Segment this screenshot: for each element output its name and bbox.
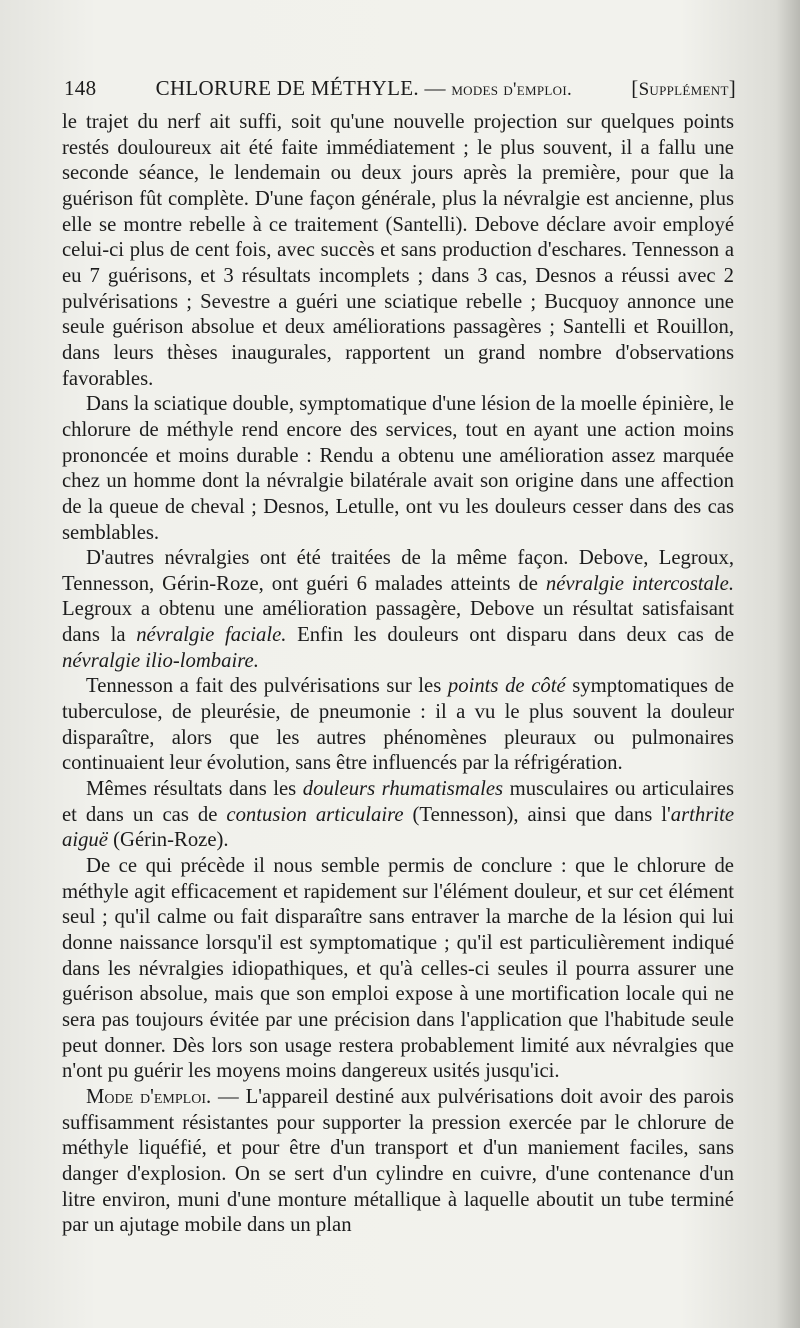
bracket-close: ] xyxy=(728,76,736,100)
paragraph-7 xyxy=(62,1085,734,1239)
text-run: musculaires ou articulaires et dans un cas de xyxy=(62,778,735,826)
running-header xyxy=(64,76,736,106)
text-run: L'appareil destiné aux pulvérisations doit avoir des parois suffisamment résistantes pour supporter la pression exercée par le chlorure de méthyle liquéfié, et pour être d'un transport et d'un maniement faciles, sans danger d'explosion. On se sert d'un cylindre en cuivre, d'une contenance d'un litre environ, muni d'une monture métallique à laquelle aboutit un tube terminé par un ajutage mobile dans un plan xyxy=(62,1085,734,1237)
header-dash: — xyxy=(424,76,446,100)
body-text xyxy=(62,110,734,1239)
emphasis-contusion-articulaire: contusion articulaire xyxy=(226,803,404,826)
paragraph-2: Dans la sciatique double, symptomatique d'une lésion de la moelle épinière, le chlorure de méthyle rend encore des services, tout en ayant une action moins prononcée et moins durable : Rendu a obtenu une amélioration assez marquée chez un homme dont la névralgie bilatérale avait son origine dans une affection de la queue de cheval ; Desnos, Letulle, ont vu les douleurs cesser dans des cas semblables. xyxy=(62,393,734,544)
chapter-title: CHLORURE DE MÉTHYLE. xyxy=(155,76,419,100)
running-title xyxy=(156,76,572,101)
text-run: (Gérin-Roze). xyxy=(107,829,229,852)
heading-dash: — xyxy=(211,1085,246,1108)
emphasis-douleurs-rhumatismales: douleurs rhumatismales xyxy=(302,778,504,801)
text-run: Mêmes résultats dans les xyxy=(86,778,303,801)
emphasis-points-de-cote: points de côté xyxy=(447,675,566,698)
paragraph-4 xyxy=(62,674,734,777)
text-run: symptomatiques de tuberculose, de pleurésie, de pneumonie : il a vu le plus souvent la douleur disparaître, alors que les autres phénomènes pleuraux ou pulmonaires continuaient leur évolution, sans être influencés par la réfrigération. xyxy=(62,675,735,775)
text-run: Legroux a obtenu une amélioration passagère, Debove un résultat satisfaisant dans la xyxy=(62,598,734,647)
bracket-open: [ xyxy=(631,76,639,100)
paragraph-3 xyxy=(62,546,734,674)
emphasis-nevralgie-faciale: névralgie faciale. xyxy=(136,624,287,647)
emphasis-nevralgie-intercostale: névralgie intercostale. xyxy=(545,572,734,595)
emphasis-nevralgie-ilio-lombaire: névralgie ilio-lombaire. xyxy=(62,649,259,672)
paragraph-6: De ce qui précède il nous semble permis de conclure : que le chlorure de méthyle agit efficacement et rapidement sur l'élément douleur, et sur cet élément seul ; qu'il calme ou fait disparaître sans entraver la marche de la lésion qui lui donne naissance lorsqu'il est symptomatique ; qu'il est particulièrement indiqué dans les névralgies idiopathiques, et qu'à celles-ci seules il pourra assurer une guérison absolue, mais que son emploi expose à une mortification locale qui ne sera pas toujours évitée par une précision dans l'application que l'habitude seule peut donner. Dès lors son usage restera probablement limité aux névralgies que n'ont pu guérir les moyens moins dangereux usités jusqu'ici. xyxy=(62,855,734,1083)
text-run: (Tennesson), ainsi que dans l' xyxy=(403,803,671,826)
mode-emploi-heading: Mode d'emploi. xyxy=(86,1085,212,1108)
page-number: 148 xyxy=(64,76,97,100)
text-run: D'autres névralgies ont été traitées de la même façon. Debove, Legroux, Tennesson, Gérin-Roze, ont guéri 6 malades atteints de xyxy=(62,547,734,595)
supplement-tag xyxy=(631,76,736,101)
text-run: Tennesson a fait des pulvérisations sur les xyxy=(86,675,448,698)
section-title: modes d'emploi. xyxy=(451,79,573,100)
paragraph-5 xyxy=(62,777,734,854)
text-run: Enfin les douleurs ont disparu dans deux cas de xyxy=(286,624,735,647)
paragraph-1: le trajet du nerf ait suffi, soit qu'une nouvelle projection sur quelques points restés douloureux ait été faite immédiatement ; le plus souvent, il a fallu une seconde séance, le lendemain ou deux jours après la première, pour que la guérison fût complète. D'une façon générale, plus la névralgie est ancienne, plus elle se montre rebelle à ce traitement (Santelli). Debove déclare avoir employé celui-ci plus de cent fois, avec succès et sans production d'eschares. Tennesson a eu 7 guérisons, et 3 résultats incomplets ; dans 3 cas, Desnos a réussi avec 2 pulvérisations ; Sevestre a guéri une sciatique rebelle ; Bucquoy annonce une seule guérison absolue et deux améliorations passagères ; Santelli et Rouillon, dans leurs thèses inaugurales, rapportent un grand nombre d'observations favorables. xyxy=(62,111,734,390)
emphasis-arthrite-aigue: arthrite aiguë xyxy=(62,803,734,852)
supplement-label: Supplément xyxy=(638,79,729,100)
